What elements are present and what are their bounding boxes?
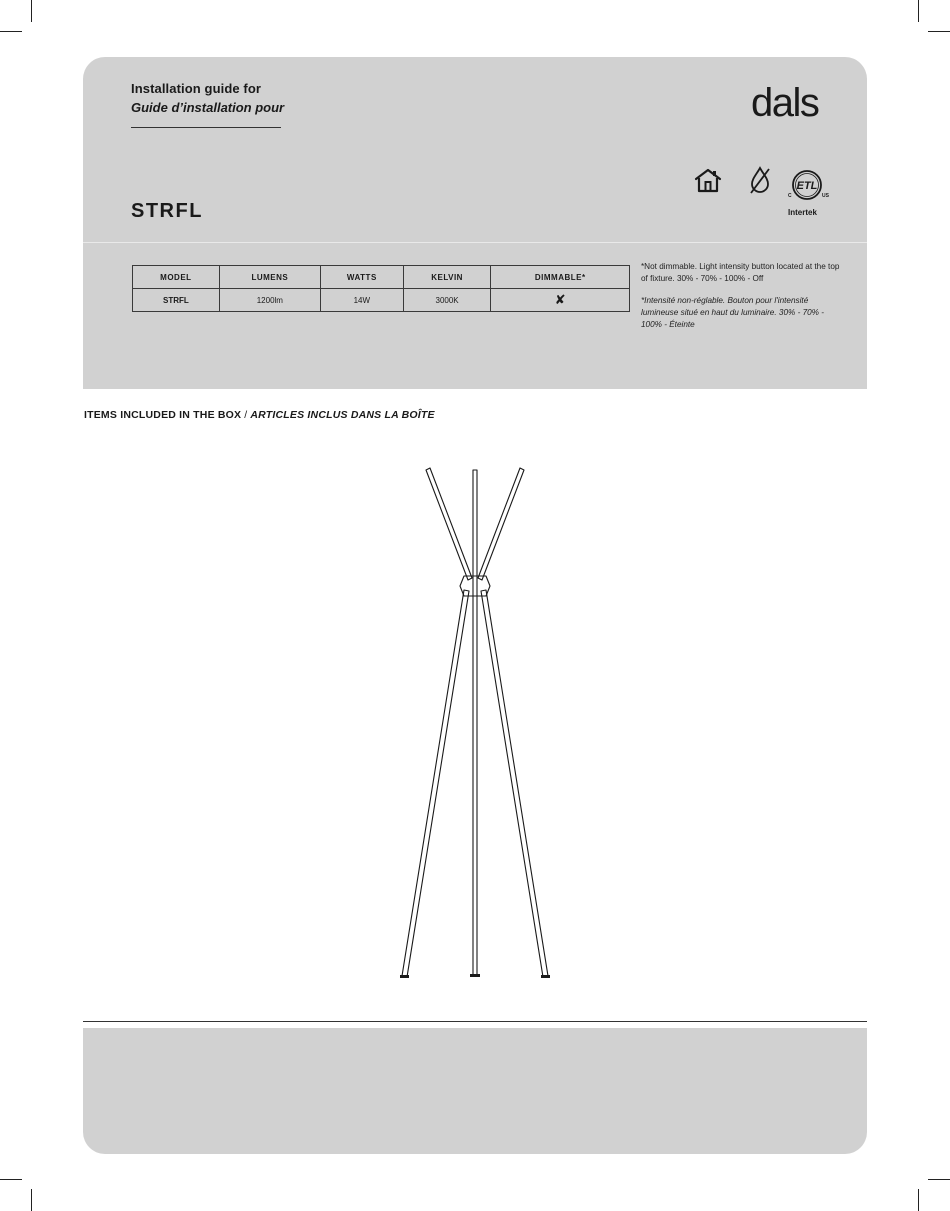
spec-watts-value: 14W: [320, 289, 403, 312]
brand-logo: dals: [751, 81, 819, 125]
svg-text:US: US: [822, 193, 829, 199]
center-foot: [470, 974, 480, 977]
crop-mark: [31, 0, 32, 22]
crop-mark: [928, 31, 950, 32]
spec-header-dimmable: DIMMABLE*: [491, 266, 630, 289]
crop-mark: [918, 0, 919, 22]
crop-mark: [0, 1179, 22, 1180]
header-divider: [83, 242, 867, 243]
items-heading-fr: ARTICLES INCLUS DANS LA BOÎTE: [250, 409, 435, 421]
items-included-heading: [84, 409, 435, 421]
spec-header-kelvin: KELVIN: [403, 266, 491, 289]
note-french: *Intensité non-réglable. Bouton pour l'intensité lumineuse situé en haut du luminaire. 30% - 70% - 100% - Éteinte: [641, 296, 824, 329]
spec-kelvin-value: 3000K: [403, 289, 491, 312]
spec-table-header-row: [133, 266, 630, 289]
crop-mark: [928, 1179, 950, 1180]
table-row: [133, 289, 630, 312]
guide-title-fr: Guide d’installation pour: [131, 100, 285, 115]
etl-intertek-icon: [779, 164, 835, 204]
intertek-label: Intertek: [788, 208, 817, 217]
crop-mark: [0, 31, 22, 32]
spec-model-value: STRFL: [133, 289, 220, 312]
left-foot: [400, 975, 409, 978]
not-dimmable-icon: ✘: [491, 289, 630, 312]
svg-text:C: C: [788, 193, 792, 199]
spec-table: [132, 265, 630, 312]
spec-header-watts: WATTS: [320, 266, 403, 289]
right-leg: [481, 590, 548, 977]
title-underline: [131, 127, 281, 128]
left-leg: [402, 590, 469, 977]
crop-mark: [918, 1189, 919, 1211]
spec-header-model: MODEL: [133, 266, 220, 289]
right-upper-arm: [478, 468, 524, 580]
guide-title: Installation guide for: [131, 81, 262, 96]
spec-lumens-value: 1200lm: [219, 289, 320, 312]
svg-text:ETL: ETL: [796, 180, 818, 192]
spec-header-lumens: LUMENS: [219, 266, 320, 289]
model-title: STRFL: [131, 200, 203, 222]
heading-separator: /: [244, 409, 248, 421]
floor-lamp-illustration: [380, 460, 570, 985]
crop-mark: [31, 1189, 32, 1211]
footer-divider: [83, 1021, 867, 1022]
header-panel: [83, 57, 867, 389]
hub-connector: [460, 576, 490, 596]
left-upper-arm: [426, 468, 472, 580]
dimming-notes: [641, 261, 841, 331]
note-english: *Not dimmable. Light intensity button located at the top of fixture. 30% - 70% - 100% - Off: [641, 262, 840, 283]
right-foot: [541, 975, 550, 978]
house-icon: [693, 167, 723, 193]
no-water-drop-icon: [747, 165, 773, 195]
footer-panel: [83, 1028, 867, 1154]
center-pole: [473, 470, 477, 976]
items-heading-en: ITEMS INCLUDED IN THE BOX: [84, 409, 242, 421]
